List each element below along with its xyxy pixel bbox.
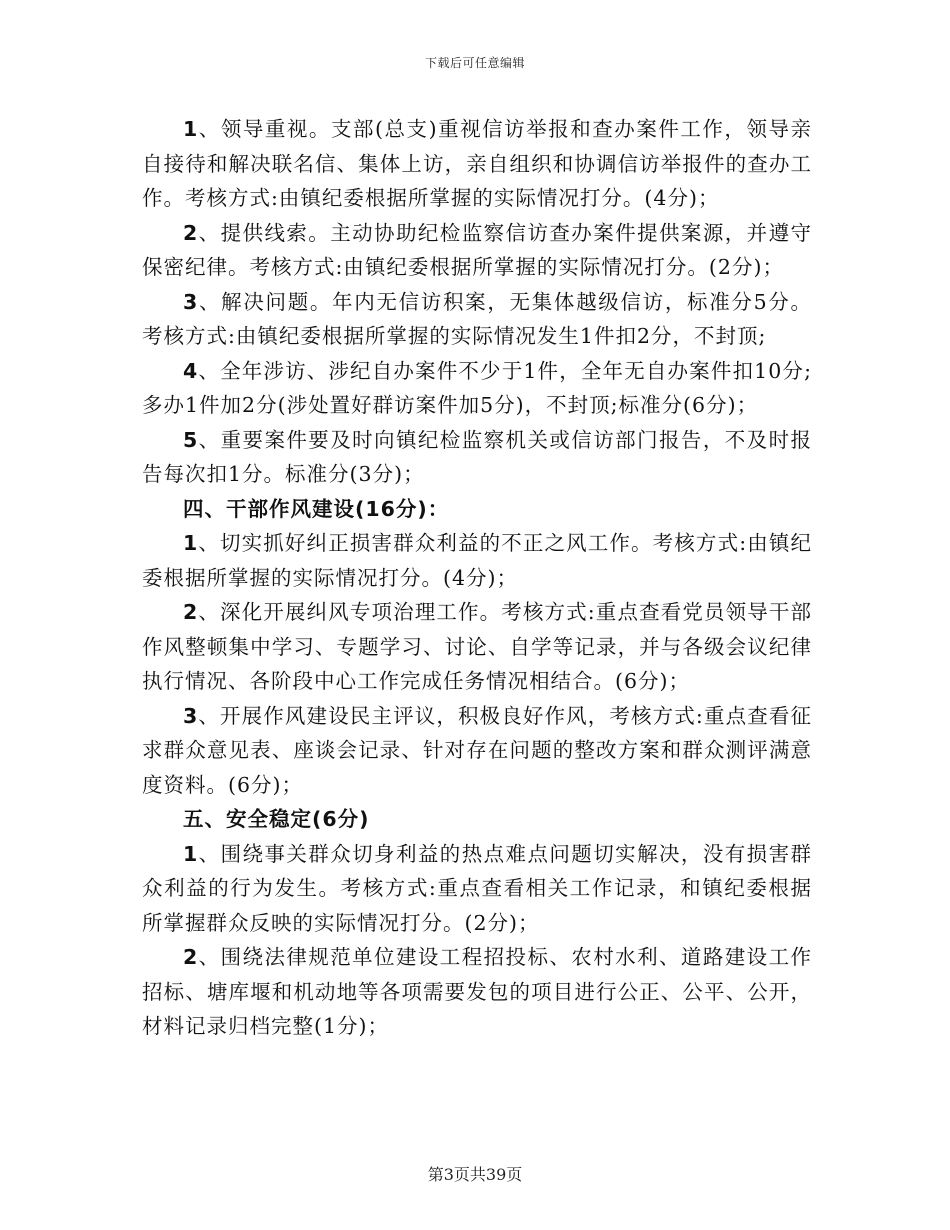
- item-number: 1: [183, 841, 199, 866]
- item-text: 、领导重视。支部(总支)重视信访举报和查办案件工作，领导亲自接待和解决联名信、集体上访，亲自组织和协调信访举报件的查办工作。考核方式:由镇纪委根据所掌握的实际情况打分。(4分)；: [142, 117, 812, 210]
- item-number: 4: [183, 358, 199, 383]
- item-number: 1: [183, 117, 199, 141]
- item-number: 2: [183, 600, 199, 624]
- document-body: [142, 112, 812, 1044]
- item-text: 、重要案件要及时向镇纪检监察机关或信访部门报告，不及时报告每次扣1分。标准分(3分)；: [142, 427, 812, 486]
- page-header: 下载后可任意编辑: [424, 56, 525, 70]
- paragraph-item: [142, 526, 812, 595]
- paragraph-item: [142, 940, 812, 1044]
- item-number: 1: [183, 531, 199, 555]
- paragraph-item: [142, 595, 812, 699]
- item-text: 、提供线索。主动协助纪检监察信访查办案件提供案源，并遵守保密纪律。考核方式:由镇纪委根据所掌握的实际情况打分。(2分)；: [142, 220, 812, 279]
- paragraph-item: [142, 699, 812, 803]
- item-number: 3: [183, 289, 199, 314]
- item-number: 3: [183, 703, 199, 728]
- item-number: 5: [183, 427, 199, 452]
- page-footer: 第3页共39页: [427, 1165, 523, 1184]
- item-text: 、切实抓好纠正损害群众利益的不正之风工作。考核方式:由镇纪委根据所掌握的实际情况打分。(4分)；: [142, 531, 812, 590]
- item-text: 、解决问题。年内无信访积案，无集体越级信访，标准分5分。考核方式:由镇纪委根据所掌握的实际情况发生1件扣2分，不封顶;: [142, 289, 812, 348]
- section-heading: 四、干部作风建设(16分)：: [183, 496, 450, 521]
- paragraph-item: [142, 837, 812, 941]
- item-text: 、围绕事关群众切身利益的热点难点问题切实解决，没有损害群众利益的行为发生。考核方式:重点查看相关工作记录，和镇纪委根据所掌握群众反映的实际情况打分。(2分)；: [142, 841, 812, 935]
- section-heading: 五、安全稳定(6分): [183, 807, 370, 831]
- paragraph-item: [142, 423, 812, 492]
- item-number: 2: [183, 945, 199, 969]
- paragraph-item: [142, 216, 812, 285]
- item-text: 、深化开展纠风专项治理工作。考核方式:重点查看党员领导干部作风整顿集中学习、专题学习、讨论、自学等记录，并与各级会议纪律执行情况、各阶段中心工作完成任务情况相结合。(6分)；: [142, 600, 812, 693]
- paragraph-item: [142, 354, 812, 423]
- item-text: 、开展作风建设民主评议，积极良好作风，考核方式:重点查看征求群众意见表、座谈会记录、针对存在问题的整改方案和群众测评满意度资料。(6分)；: [142, 703, 812, 797]
- item-text: 、全年涉访、涉纪自办案件不少于1件，全年无自办案件扣10分;多办1件加2分(涉处置好群访案件加5分)，不封顶;标准分(6分)；: [142, 358, 812, 417]
- item-number: 2: [183, 220, 199, 245]
- paragraph-item: [142, 285, 812, 354]
- paragraph-item: [142, 112, 812, 216]
- item-text: 、围绕法律规范单位建设工程招投标、农村水利、道路建设工作招标、塘库堰和机动地等各项需要发包的项目进行公正、公平、公开，材料记录归档完整(1分)；: [142, 945, 812, 1038]
